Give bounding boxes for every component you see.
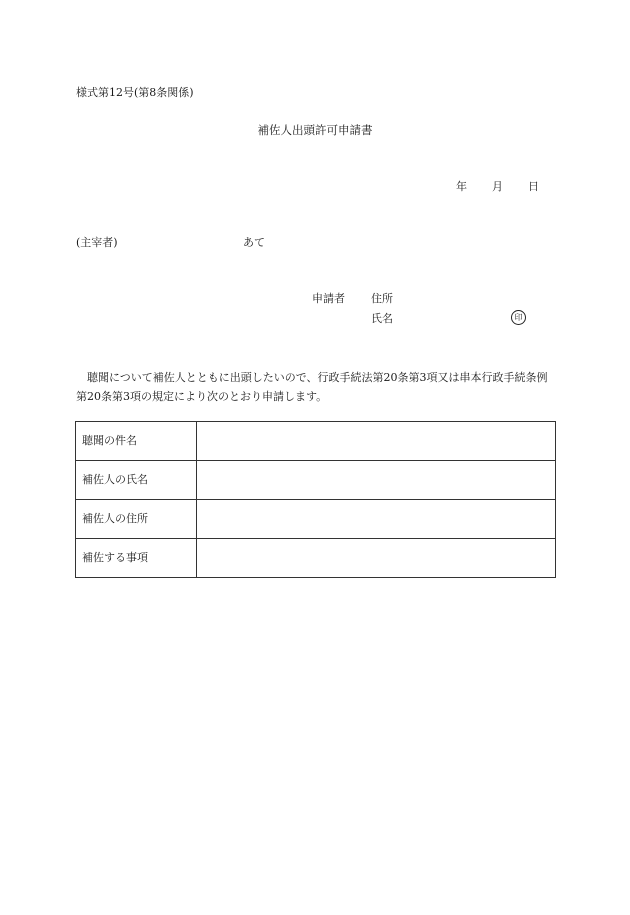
form-number: 様式第12号(第8条関係) [76, 86, 194, 99]
row-value-hearing-subject[interactable] [197, 422, 556, 461]
table-row [76, 461, 556, 500]
row-label-assistant-name: 補佐人の氏名 [76, 461, 197, 500]
row-label-assistant-address: 補佐人の住所 [76, 500, 197, 539]
applicant-name-label: 氏名 [371, 312, 393, 325]
date-month-label: 月 [492, 180, 503, 193]
addressee-label: (主宰者) [76, 236, 118, 249]
date-row [452, 180, 542, 194]
table-row [76, 500, 556, 539]
row-label-hearing-subject: 聴聞の件名 [76, 422, 197, 461]
applicant-label: 申請者 [312, 292, 345, 305]
applicant-address-label: 住所 [371, 292, 393, 305]
addressee-suffix: あて [243, 236, 265, 249]
body-text: 聴聞について補佐人とともに出頭したいので、行政手続法第20条第3項又は串本行政手続条例第20条第3項の規定により次のとおり申請します。 [76, 371, 548, 403]
date-year-label: 年 [456, 180, 467, 193]
page-title: 補佐人出頭許可申請書 [257, 123, 373, 137]
date-day-label: 日 [528, 180, 539, 193]
table-row [76, 539, 556, 578]
application-table [75, 421, 556, 578]
row-value-assistant-name[interactable] [197, 461, 556, 500]
row-value-assisted-matters[interactable] [197, 539, 556, 578]
seal-mark: 印 [511, 310, 526, 325]
table-row [76, 422, 556, 461]
row-label-assisted-matters: 補佐する事項 [76, 539, 197, 578]
row-value-assistant-address[interactable] [197, 500, 556, 539]
